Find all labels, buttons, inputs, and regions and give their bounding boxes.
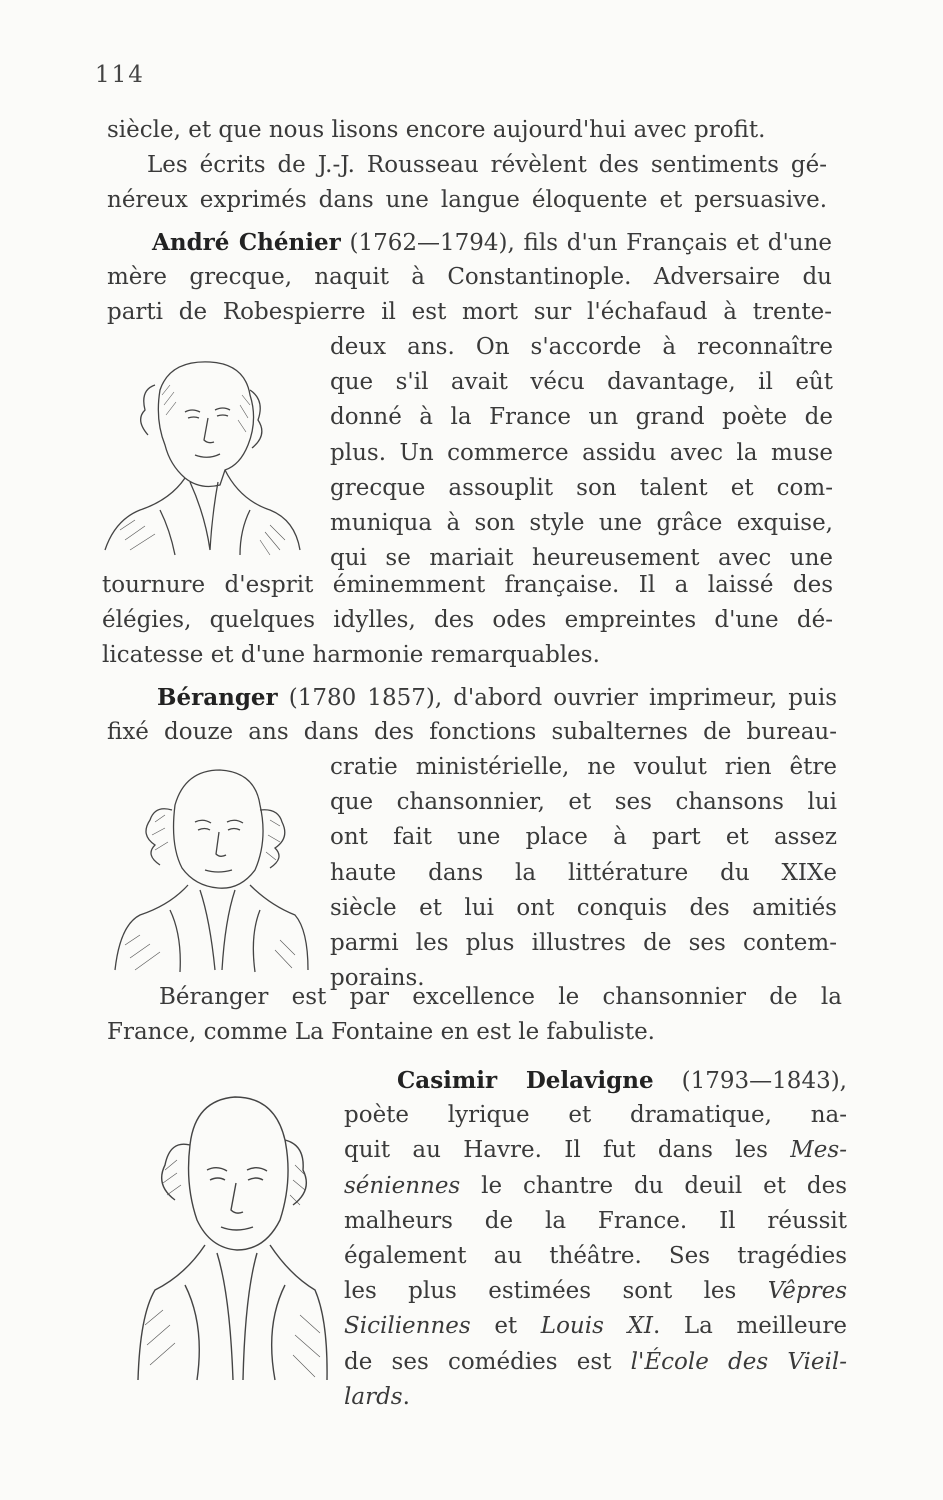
beranger-paragraph bbox=[107, 680, 837, 750]
chenier-portrait bbox=[100, 350, 305, 560]
work-title: Vêpres bbox=[767, 1278, 847, 1305]
text-line: Les écrits de J.-J. Rousseau révèlent des sentiments gé- bbox=[147, 152, 827, 178]
text-line: siècle et lui ont conquis des amitiés bbox=[330, 894, 837, 921]
text-line: siècle, et que nous lisons encore aujourd'hui avec profit. bbox=[107, 117, 766, 143]
delavigne-dates: (1793—1843), bbox=[681, 1068, 847, 1094]
text-line: que s'il avait vécu davantage, il eût bbox=[330, 369, 833, 396]
text-fragment: de ses comédies est bbox=[344, 1348, 631, 1375]
work-title: séniennes bbox=[344, 1172, 461, 1199]
text-line: qui se mariait heureusement avec une bbox=[330, 545, 833, 572]
text-fragment: les plus estimées sont les bbox=[344, 1278, 768, 1305]
text-line bbox=[344, 1345, 847, 1380]
text-line: poète lyrique et dramatique, na- bbox=[344, 1102, 847, 1129]
text-fragment: quit au Havre. Il fut dans les bbox=[344, 1137, 791, 1164]
text-line bbox=[397, 1063, 847, 1098]
text-line: France, comme La Fontaine en est le fabuliste. bbox=[107, 1019, 655, 1046]
work-title: Siciliennes bbox=[344, 1313, 471, 1340]
text-line: malheurs de la France. Il réussit bbox=[344, 1207, 847, 1234]
text-line: néreux exprimés dans une langue éloquente et persuasive. bbox=[107, 187, 827, 214]
chenier-dates: (1762—1794), fils d'un Français et d'une bbox=[349, 230, 833, 256]
text-line: fixé douze ans dans des fonctions subalternes de bureau- bbox=[107, 719, 837, 746]
text-line: ont fait une place à part et assez bbox=[330, 824, 837, 851]
chenier-paragraph bbox=[107, 225, 832, 331]
text-line: mère grecque, naquit à Constantinople. Adversaire du bbox=[107, 264, 832, 291]
text-fragment: le chantre du deuil et des bbox=[460, 1172, 847, 1199]
text-line: tournure d'esprit éminemment française. Il a laissé des bbox=[102, 572, 833, 598]
text-line: élégies, quelques idylles, des odes empreintes d'une dé- bbox=[102, 607, 833, 634]
text-line bbox=[344, 1274, 847, 1309]
chenier-side-text bbox=[330, 330, 833, 576]
text-line bbox=[344, 1380, 847, 1415]
text-line bbox=[152, 225, 832, 260]
text-line: parmi les plus illustres de ses contem- bbox=[330, 929, 837, 956]
delavigne-portrait bbox=[135, 1085, 330, 1385]
text-line: grecque assouplit son talent et com- bbox=[330, 474, 833, 501]
delavigne-name: Casimir Delavigne bbox=[397, 1067, 654, 1094]
chenier-after-text bbox=[102, 568, 833, 674]
text-line bbox=[344, 1133, 847, 1168]
text-line: licatesse et d'une harmonie remarquables. bbox=[102, 642, 600, 669]
text-line: également au théâtre. Ses tragédies bbox=[344, 1242, 847, 1269]
delavigne-paragraph bbox=[344, 1063, 847, 1415]
beranger-side-text bbox=[330, 750, 837, 996]
rousseau-paragraph bbox=[107, 148, 827, 218]
text-line: cratie ministérielle, ne voulut rien être bbox=[330, 754, 837, 780]
work-title: l'École des Vieil- bbox=[630, 1348, 847, 1375]
beranger-closing bbox=[107, 980, 842, 1050]
beranger-name: Béranger bbox=[157, 684, 278, 711]
text-fragment: et bbox=[470, 1313, 541, 1340]
chenier-name: André Chénier bbox=[152, 229, 341, 256]
text-line: que chansonnier, et ses chansons lui bbox=[330, 789, 837, 816]
beranger-portrait bbox=[110, 760, 310, 975]
text-line: donné à la France un grand poète de bbox=[330, 404, 833, 431]
text-line: plus. Un commerce assidu avec la muse bbox=[330, 439, 833, 466]
text-line bbox=[157, 680, 837, 715]
text-line: parti de Robespierre il est mort sur l'échafaud à trente- bbox=[107, 299, 832, 326]
beranger-portrait-engraving bbox=[110, 760, 310, 975]
work-title: Louis XI bbox=[540, 1313, 653, 1340]
text-line: deux ans. On s'accorde à reconnaître bbox=[330, 334, 833, 360]
text-line: muniqua à son style une grâce exquise, bbox=[330, 509, 833, 536]
text-line bbox=[344, 1169, 847, 1204]
beranger-dates: (1780 1857), d'abord ouvrier imprimeur, puis bbox=[288, 685, 838, 711]
text-line bbox=[344, 1309, 847, 1344]
chenier-portrait-engraving bbox=[100, 350, 305, 560]
delavigne-portrait-engraving bbox=[135, 1085, 330, 1385]
page-number: 114 bbox=[95, 62, 145, 88]
text-line: haute dans la littérature du XIXe bbox=[330, 859, 837, 886]
text-line: porains. bbox=[330, 965, 425, 992]
text-fragment: . La meilleure bbox=[652, 1313, 847, 1340]
text-fragment: . bbox=[402, 1383, 410, 1410]
text-line: Béranger est par excellence le chansonnier de la bbox=[159, 984, 842, 1010]
intro-paragraph bbox=[107, 113, 827, 148]
work-title: Mes- bbox=[790, 1137, 847, 1164]
work-title: lards bbox=[344, 1383, 403, 1410]
